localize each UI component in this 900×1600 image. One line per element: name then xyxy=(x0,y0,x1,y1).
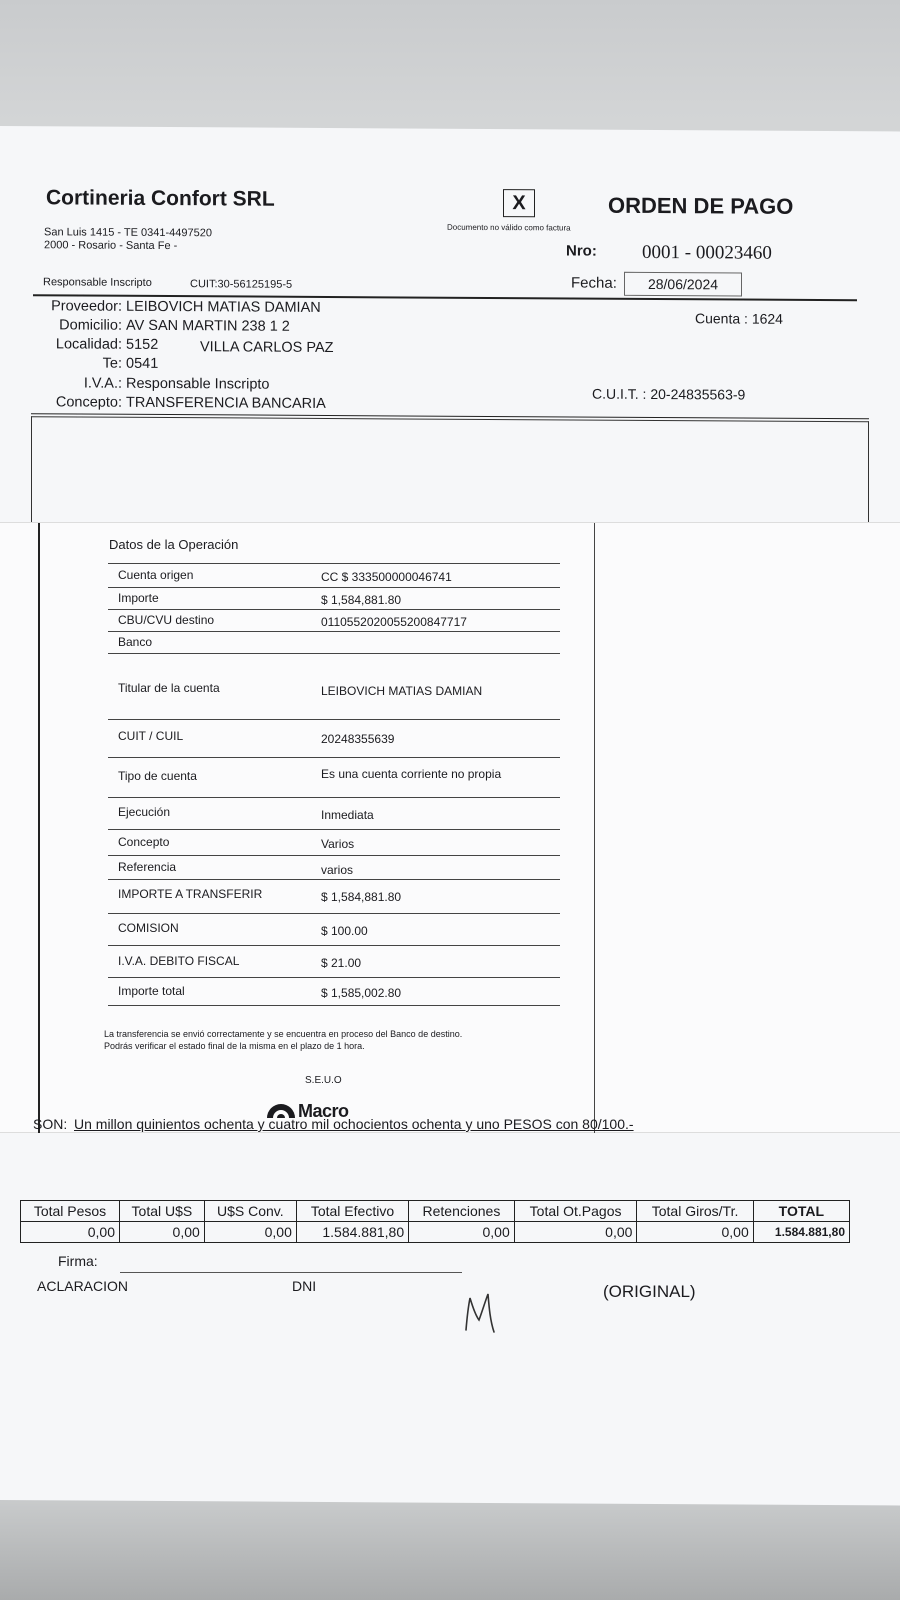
amount-words-label: SON: xyxy=(33,1116,68,1132)
receipt-right-border xyxy=(594,523,595,1133)
signature-line xyxy=(120,1272,462,1273)
company-tax-status: Responsable Inscripto xyxy=(43,276,152,289)
row-rule xyxy=(108,563,560,564)
totals-grand-total: 1.584.881,80 xyxy=(753,1222,849,1243)
totals-header-row xyxy=(21,1201,850,1222)
receipt-row-value: $ 1,585,002.80 xyxy=(321,986,402,1000)
receipt-row-label: I.V.A. DEBITO FISCAL xyxy=(118,954,240,968)
totals-value: 1.584.881,80 xyxy=(296,1222,408,1243)
row-rule xyxy=(108,855,560,856)
row-rule xyxy=(108,609,560,610)
totals-value-row xyxy=(21,1222,850,1243)
row-rule xyxy=(108,879,560,880)
bank-logo-text: Macro xyxy=(298,1101,349,1121)
locality-label: Localidad: xyxy=(55,336,122,353)
company-cuit: CUIT:30-56125195-5 xyxy=(190,278,293,291)
number-value: 0001 - 00023460 xyxy=(642,241,772,264)
totals-value: 0,00 xyxy=(120,1222,205,1243)
totals-value: 0,00 xyxy=(21,1222,120,1243)
receipt-row-value: 0110552020055200847717 xyxy=(321,615,467,629)
account-number: Cuenta : 1624 xyxy=(695,310,783,327)
detail-box xyxy=(31,416,869,536)
company-address-line2: 2000 - Rosario - Santa Fe - xyxy=(44,239,178,253)
receipt-row-label: Importe total xyxy=(118,984,185,998)
row-rule xyxy=(108,653,560,654)
totals-header: Total Efectivo xyxy=(296,1201,408,1222)
row-rule xyxy=(108,1005,560,1006)
receipt-row-label: Tipo de cuenta xyxy=(118,769,197,783)
row-rule xyxy=(108,797,560,798)
receipt-row-label: Titular de la cuenta xyxy=(118,681,220,695)
receipt-row-label: COMISION xyxy=(118,921,179,935)
totals-table xyxy=(20,1200,850,1243)
receipt-left-border xyxy=(38,523,40,1133)
dni-label: DNI xyxy=(292,1278,317,1294)
document-note: Documento no válido como factura xyxy=(447,222,571,233)
concept-label: Concepto: xyxy=(55,394,122,411)
provider-name: LEIBOVICH MATIAS DAMIAN xyxy=(126,298,321,316)
handwritten-initial xyxy=(462,1290,502,1335)
signature-label: Firma: xyxy=(58,1253,98,1269)
receipt-row-label: Concepto xyxy=(118,835,170,849)
receipt-row-value: Varios xyxy=(321,837,355,851)
totals-header: Total Giros/Tr. xyxy=(637,1201,753,1222)
amount-in-words: Un millon quinientos ochenta y cuatro mil ochocientos ochenta y uno PESOS con 80/100.- xyxy=(74,1116,634,1132)
receipt-row-label: IMPORTE A TRANSFERIR xyxy=(118,887,263,901)
receipt-note-line2: Podrás verificar el estado final de la misma en el plazo de 1 hora. xyxy=(104,1041,365,1051)
row-rule xyxy=(108,945,560,946)
provider-locality: VILLA CARLOS PAZ xyxy=(200,339,334,357)
row-rule xyxy=(108,587,560,588)
receipt-row-value: LEIBOVICH MATIAS DAMIAN xyxy=(321,684,483,698)
iva-label: I.V.A.: xyxy=(83,375,122,392)
receipt-row-label: Referencia xyxy=(118,860,177,874)
provider-iva: Responsable Inscripto xyxy=(126,375,270,393)
totals-value: 0,00 xyxy=(204,1222,296,1243)
receipt-row-label: Cuenta origen xyxy=(118,568,194,582)
receipt-title: Datos de la Operación xyxy=(109,537,239,552)
row-rule xyxy=(108,829,560,830)
document-title: ORDEN DE PAGO xyxy=(608,192,794,219)
receipt-row-label: Banco xyxy=(118,635,153,649)
company-address-line1: San Luis 1415 - TE 0341-4497520 xyxy=(44,226,212,240)
row-rule xyxy=(108,757,560,758)
totals-header: Total U$S xyxy=(120,1201,205,1222)
totals-header: Total Pesos xyxy=(21,1201,120,1222)
clarification-label: ACLARACION xyxy=(37,1278,129,1294)
receipt-row-value: $ 21.00 xyxy=(321,956,362,970)
document-type-box: X xyxy=(503,189,535,217)
receipt-row-value: varios xyxy=(321,863,354,877)
date-label: Fecha: xyxy=(571,274,617,292)
receipt-row-value: $ 1,584,881.80 xyxy=(321,890,402,904)
provider-cuit: C.U.I.T. : 20-24835563-9 xyxy=(592,385,746,403)
bank-transfer-receipt xyxy=(0,522,900,1132)
date-value: 28/06/2024 xyxy=(624,272,742,297)
phone-label: Te: xyxy=(102,355,122,372)
address-label: Domicilio: xyxy=(59,317,122,334)
receipt-row-value: CC $ 333500000046741 xyxy=(321,570,452,584)
totals-value: 0,00 xyxy=(637,1222,753,1243)
receipt-row-label: Importe xyxy=(118,591,159,605)
receipt-row-value: Es una cuenta corriente no propia xyxy=(321,767,502,781)
totals-header-total: TOTAL xyxy=(753,1201,849,1222)
receipt-note-line1: La transferencia se envió correctamente y se encuentra en proceso del Banco de destino. xyxy=(104,1029,463,1039)
provider-address: AV SAN MARTIN 238 1 2 xyxy=(126,317,290,335)
copy-type-label: (ORIGINAL) xyxy=(603,1282,696,1301)
totals-header: U$S Conv. xyxy=(204,1201,296,1222)
row-rule xyxy=(108,719,560,720)
receipt-row-value: Inmediata xyxy=(321,808,374,822)
row-rule xyxy=(108,631,560,632)
row-rule xyxy=(108,977,560,978)
receipt-row-value: 20248355639 xyxy=(321,732,395,746)
totals-value: 0,00 xyxy=(514,1222,637,1243)
row-rule xyxy=(108,913,560,914)
seuo-label: S.E.U.O xyxy=(305,1075,342,1086)
provider-phone: 0541 xyxy=(126,355,159,372)
receipt-row-label: CBU/CVU destino xyxy=(118,613,215,627)
provider-label: Proveedor: xyxy=(51,298,122,315)
number-label: Nro: xyxy=(566,242,597,260)
receipt-row-label: CUIT / CUIL xyxy=(118,729,184,743)
company-name: Cortineria Confort SRL xyxy=(46,186,275,211)
totals-header: Total Ot.Pagos xyxy=(514,1201,637,1222)
provider-concept: TRANSFERENCIA BANCARIA xyxy=(126,394,326,412)
receipt-row-value: $ 100.00 xyxy=(321,924,368,938)
receipt-row-value: $ 1,584,881.80 xyxy=(321,593,402,607)
totals-header: Retenciones xyxy=(409,1201,515,1222)
receipt-row-label: Ejecución xyxy=(118,805,171,819)
totals-value: 0,00 xyxy=(409,1222,515,1243)
provider-postal-code: 5152 xyxy=(126,336,159,353)
